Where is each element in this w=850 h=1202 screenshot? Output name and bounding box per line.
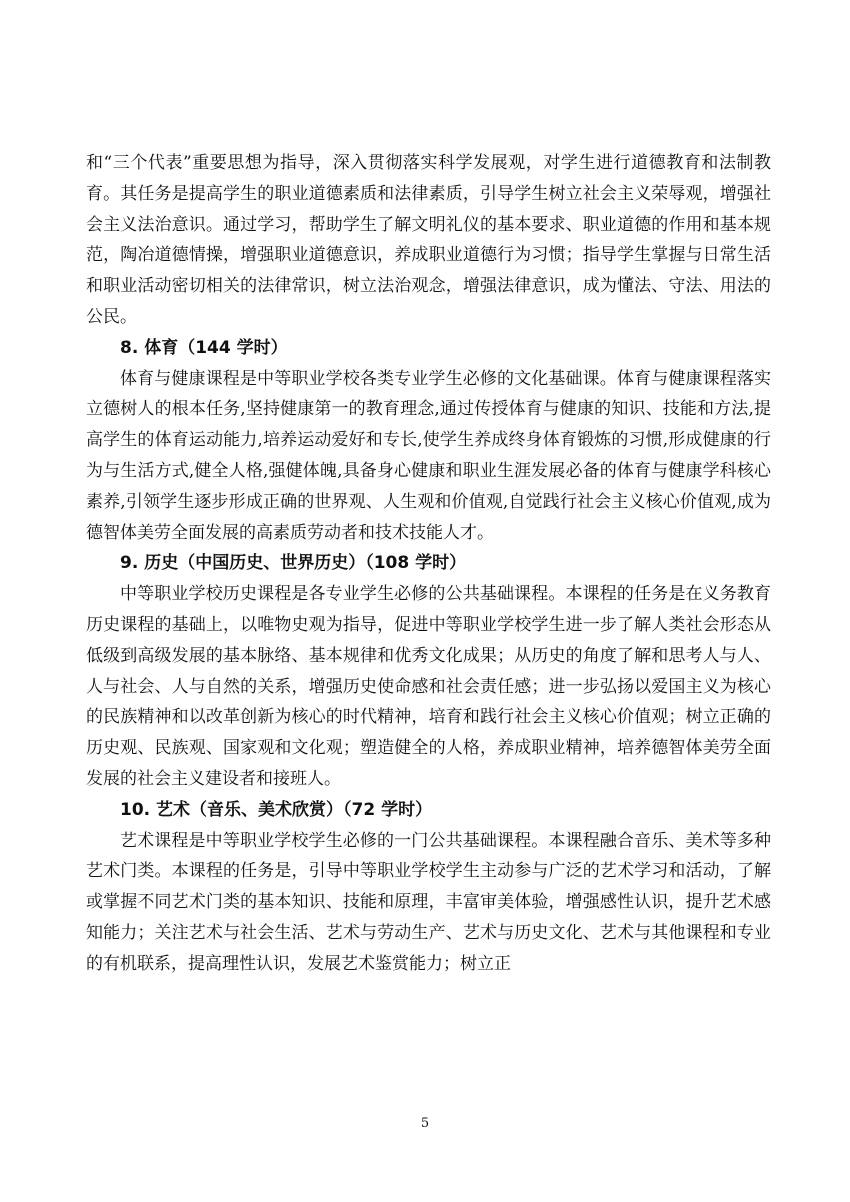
paragraph-history: 中等职业学校历史课程是各专业学生必修的公共基础课程。本课程的任务是在义务教育历史课程的基础上，以唯物史观为指导，促进中等职业学校学生进一步了解人类社会形态从低级到高级发展的基本脉络、基本规律和优秀文化成果；从历史的角度了解和思考人与人、人与社会、人与自然的关系，增强历史使命感和社会责任感；进一步弘扬以爱国主义为核心的民族精神和以改革创新为核心的时代精神，培育和践行社会主义核心价值观；树立正确的历史观、民族观、国家观和文化观；塑造健全的人格，养成职业精神，培养德智体美劳全面发展的社会主义建设者和接班人。 bbox=[86, 584, 771, 789]
heading-art: 10. 艺术（音乐、美术欣赏）（72 学时） bbox=[120, 799, 433, 820]
paragraph-moral-law-education: 和“三个代表”重要思想为指导，深入贯彻落实科学发展观，对学生进行道德教育和法制教育。其任务是提高学生的职业道德素质和法律素质，引导学生树立社会主义荣辱观，增强社会主义法治意识。通过学习，帮助学生了解文明礼仪的基本要求、职业道德的作用和基本规范，陶冶道德情操，增强职业道德意识，养成职业道德行为习惯；指导学生掌握与日常生活和职业活动密切相关的法律常识，树立法治观念，增强法律意识，成为懂法、守法、用法的公民。 bbox=[86, 153, 771, 327]
page-body bbox=[86, 148, 771, 980]
heading-physical-education: 8. 体育（144 学时） bbox=[120, 337, 288, 358]
page-number: 5 bbox=[420, 1116, 430, 1131]
paragraph-art: 艺术课程是中等职业学校学生必修的一门公共基础课程。本课程融合音乐、美术等多种艺术门类。本课程的任务是，引导中等职业学校学生主动参与广泛的艺术学习和活动，了解或掌握不同艺术门类的基本知识、技能和原理，丰富审美体验，增强感性认识，提升艺术感知能力；关注艺术与社会生活、艺术与劳动生产、艺术与历史文化、艺术与其他课程和专业的有机联系，提高理性认识，发展艺术鉴赏能力；树立正 bbox=[86, 830, 771, 974]
paragraph-physical-education: 体育与健康课程是中等职业学校各类专业学生必修的文化基础课。体育与健康课程落实立德树人的根本任务,坚持健康第一的教育理念,通过传授体育与健康的知识、技能和方法,提高学生的体育运动能力,培养运动爱好和专长,使学生养成终身体育锻炼的习惯,形成健康的行为与生活方式,健全人格,强健体魄,具备身心健康和职业生涯发展必备的体育与健康学科核心素养,引领学生逐步形成正确的世界观、人生观和价值观,自觉践行社会主义核心价值观,成为德智体美劳全面发展的高素质劳动者和技术技能人才。 bbox=[86, 368, 771, 543]
heading-history: 9. 历史（中国历史、世界历史）（108 学时） bbox=[120, 553, 467, 574]
